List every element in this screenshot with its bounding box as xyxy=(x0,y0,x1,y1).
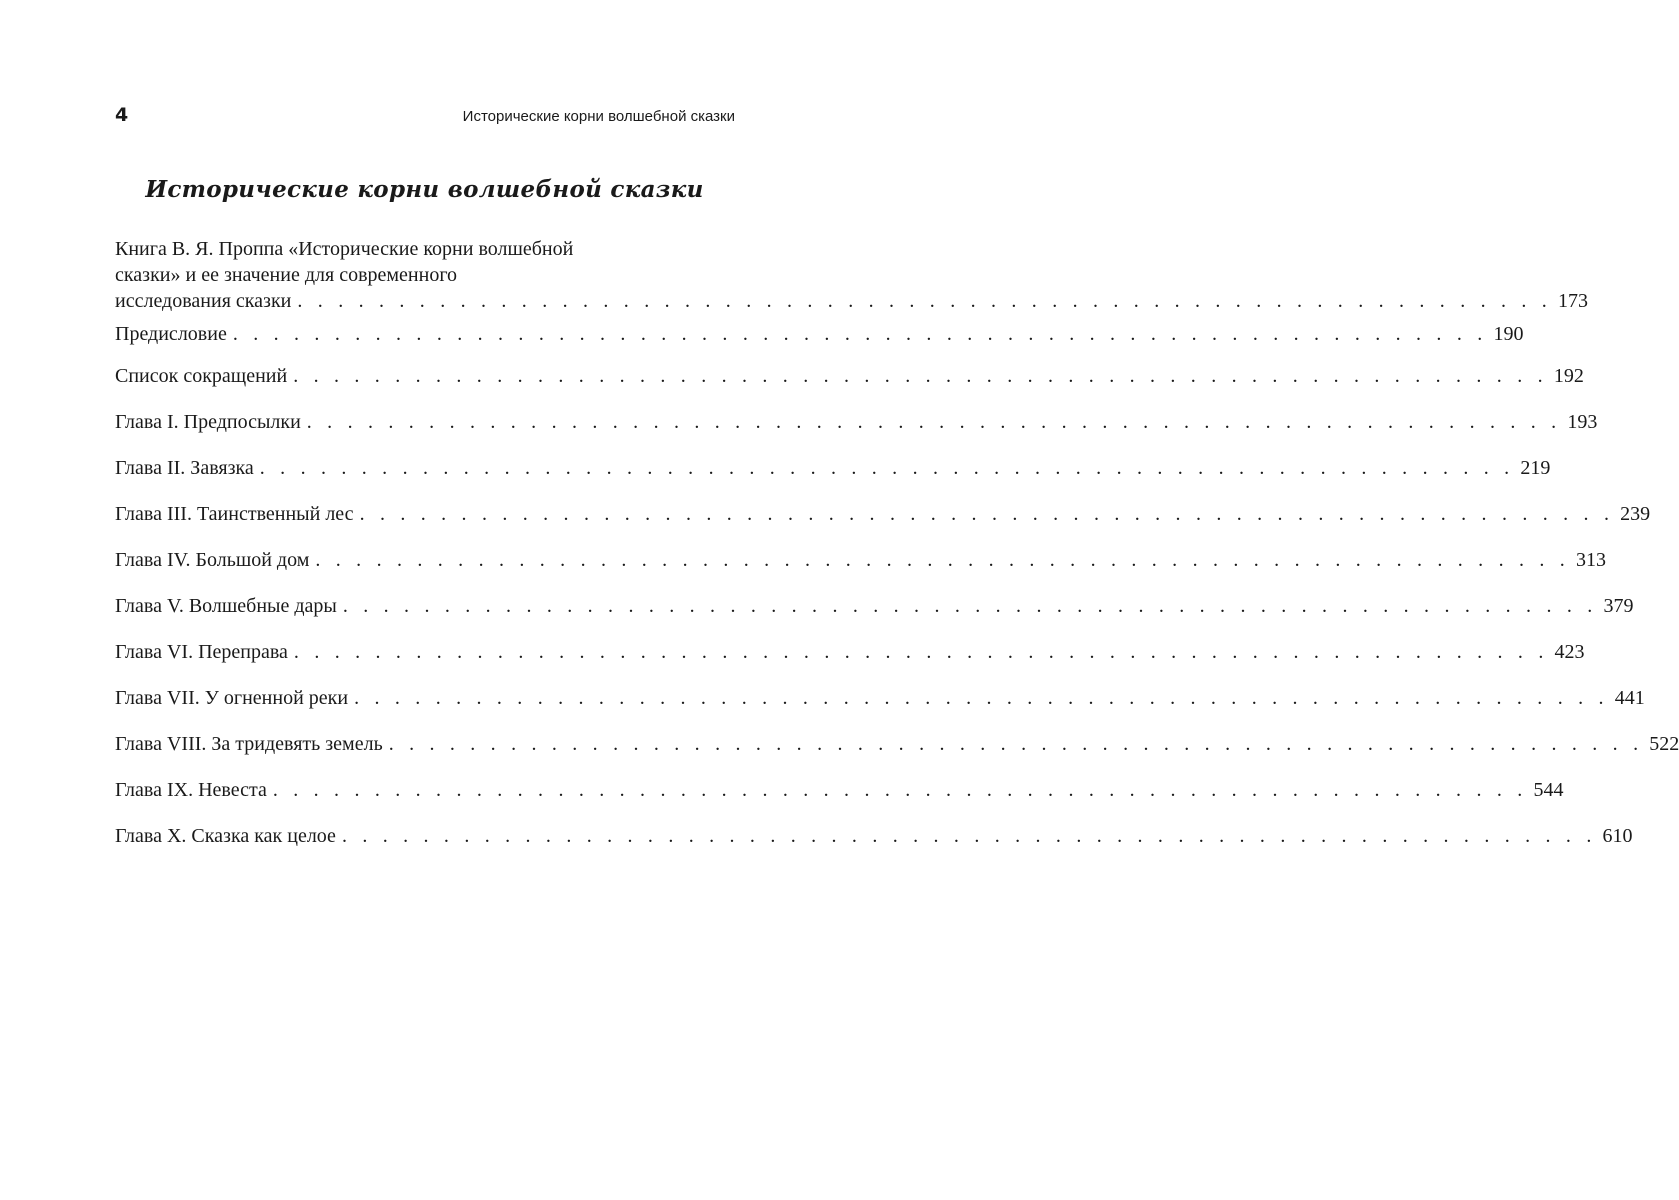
toc-entry-title: Глава II. Завязка xyxy=(115,457,254,479)
toc-entry-page: 173 xyxy=(1558,290,1588,312)
page-number: 4 xyxy=(115,104,129,126)
toc-entry-preface[interactable] xyxy=(115,321,1524,363)
toc-entry-chapter-7[interactable] xyxy=(115,685,1645,731)
toc-entry-chapter-4[interactable] xyxy=(115,547,1606,593)
toc-entry-chapter-6[interactable] xyxy=(115,639,1585,685)
dot-leader: . . . . . . . . . . . . . . . . . . . . . . . . . . . . . . . . . . . . . . . . . . . . . . . . . . . . . . . . . . . . . . xyxy=(272,779,1528,801)
toc-entry-chapter-1[interactable] xyxy=(115,409,1598,455)
toc-title: Исторические корни волшебной сказки xyxy=(145,176,704,203)
dot-leader: . . . . . . . . . . . . . . . . . . . . . . . . . . . . . . . . . . . . . . . . . . . . . . . . . . . . . . . . . . . . . . xyxy=(306,411,1562,433)
toc-entry-abbreviations[interactable] xyxy=(115,363,1584,409)
toc-entry-title: исследования сказки xyxy=(115,290,292,312)
dot-leader: . . . . . . . . . . . . . . . . . . . . . . . . . . . . . . . . . . . . . . . . . . . . . . . . . . . . . . . . . . . . . . xyxy=(342,595,1598,617)
toc-entry-introduction[interactable] xyxy=(115,236,1588,321)
toc-entry-title: Глава X. Сказка как целое xyxy=(115,825,336,847)
toc-entry-chapter-9[interactable] xyxy=(115,777,1564,823)
toc-entry-title: Глава III. Таинственный лес xyxy=(115,503,354,525)
toc-entry-title: Список сокращений xyxy=(115,365,288,387)
toc-entry-chapter-3[interactable] xyxy=(115,501,1651,547)
dot-leader: . . . . . . . . . . . . . . . . . . . . . . . . . . . . . . . . . . . . . . . . . . . . . . . . . . . . . . . . . . . . . . xyxy=(341,825,1597,847)
running-header xyxy=(115,104,735,132)
toc-entry-page: 192 xyxy=(1553,365,1584,387)
dot-leader: . . . . . . . . . . . . . . . . . . . . . . . . . . . . . . . . . . . . . . . . . . . . . . . . . . . . . . . . . . . . . . xyxy=(232,323,1488,345)
toc-entry-title: Предисловие xyxy=(115,323,227,345)
toc-entry-chapter-5[interactable] xyxy=(115,593,1634,639)
toc-entry-page: 219 xyxy=(1520,457,1551,479)
toc-entry-page: 193 xyxy=(1567,411,1598,433)
toc-entry-title: Глава VIII. За тридевять земель xyxy=(115,733,383,755)
dot-leader: . . . . . . . . . . . . . . . . . . . . . . . . . . . . . . . . . . . . . . . . . . . . . . . . . . . . . . . . . . . . . . xyxy=(354,687,1609,709)
dot-leader: . . . . . . . . . . . . . . . . . . . . . . . . . . . . . . . . . . . . . . . . . . . . . . . . . . . . . . . . . . . . . . xyxy=(293,365,1548,387)
toc-entry-title: Глава IX. Невеста xyxy=(115,779,267,801)
toc-entry-line: Книга В. Я. Проппа «Исторические корни волшебной xyxy=(115,238,574,260)
toc-entry-page: 522 xyxy=(1649,733,1679,755)
toc-entry-page: 544 xyxy=(1533,779,1564,801)
toc-entry-chapter-8[interactable] xyxy=(115,731,1679,777)
toc-entry-title: Глава VII. У огненной реки xyxy=(115,687,349,709)
toc-entry-page: 379 xyxy=(1603,595,1634,617)
toc-entry-page: 313 xyxy=(1575,549,1606,571)
table-of-contents xyxy=(115,236,1679,869)
toc-entry-page: 610 xyxy=(1602,825,1633,847)
toc-entry-page: 239 xyxy=(1620,503,1651,525)
dot-leader: . . . . . . . . . . . . . . . . . . . . . . . . . . . . . . . . . . . . . . . . . . . . . . . . . . . . . . . . . . . . . . xyxy=(359,503,1615,525)
dot-leader: . . . . . . . . . . . . . . . . . . . . . . . . . . . . . . . . . . . . . . . . . . . . . . . . . . . . . . . . . . . . . . xyxy=(315,549,1570,571)
toc-entry-page: 423 xyxy=(1554,641,1585,663)
dot-leader: . . . . . . . . . . . . . . . . . . . . . . . . . . . . . . . . . . . . . . . . . . . . . . . . . . . . . . . . . . . . . . xyxy=(297,290,1552,312)
toc-entry-title: Глава IV. Большой дом xyxy=(115,549,310,571)
toc-entry-title: Глава VI. Переправа xyxy=(115,641,288,663)
toc-entry-title: Глава V. Волшебные дары xyxy=(115,595,337,617)
dot-leader: . . . . . . . . . . . . . . . . . . . . . . . . . . . . . . . . . . . . . . . . . . . . . . . . . . . . . . . . . . . . . . xyxy=(293,641,1549,663)
dot-leader: . . . . . . . . . . . . . . . . . . . . . . . . . . . . . . . . . . . . . . . . . . . . . . . . . . . . . . . . . . . . . . xyxy=(259,457,1515,479)
running-title: Исторические корни волшебной сказки xyxy=(462,108,735,125)
toc-entry-page: 441 xyxy=(1614,687,1645,709)
toc-entry-line: сказки» и ее значение для современного xyxy=(115,264,458,286)
toc-entry-chapter-2[interactable] xyxy=(115,455,1551,501)
toc-entry-page: 190 xyxy=(1493,323,1524,345)
toc-entry-title: Глава I. Предпосылки xyxy=(115,411,301,433)
toc-entry-chapter-10[interactable] xyxy=(115,823,1633,869)
dot-leader: . . . . . . . . . . . . . . . . . . . . . . . . . . . . . . . . . . . . . . . . . . . . . . . . . . . . . . . . . . . . . . xyxy=(388,733,1644,755)
